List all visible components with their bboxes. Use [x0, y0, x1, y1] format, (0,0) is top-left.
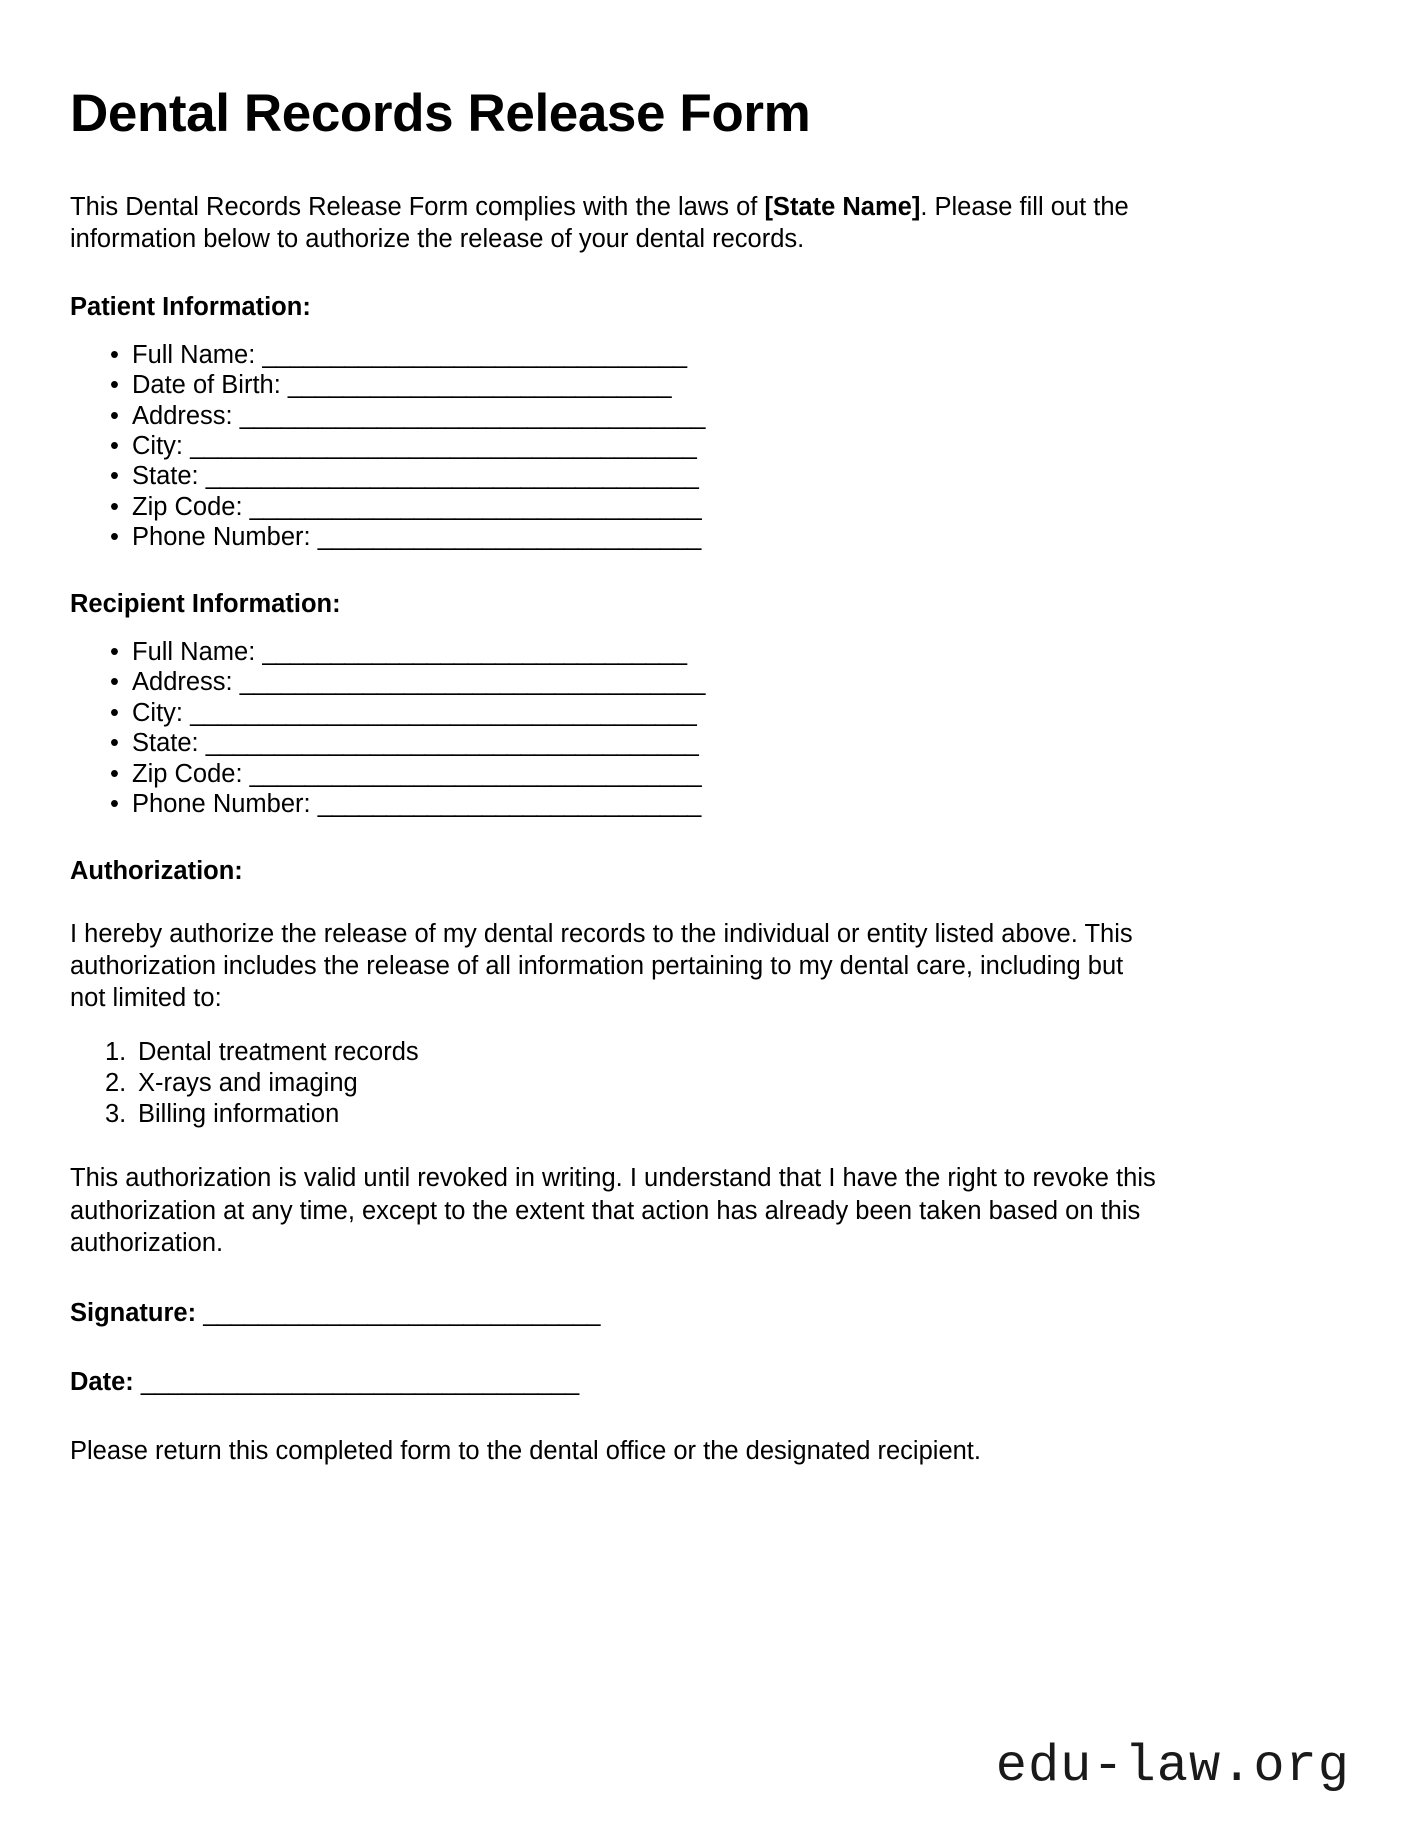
- list-item: [70, 1099, 1346, 1130]
- field-label: Full Name:: [132, 637, 256, 666]
- page-title: Dental Records Release Form: [70, 84, 811, 143]
- date-label: Date:: [70, 1368, 134, 1397]
- recipient-information-list: [70, 637, 1346, 820]
- bullet-icon: •: [110, 462, 119, 491]
- bullet-icon: •: [110, 371, 119, 400]
- field-blank-line[interactable]: _________________________________: [249, 759, 702, 788]
- field-blank-line[interactable]: ____________________________: [287, 371, 672, 400]
- signature-blank-line[interactable]: _____________________________: [203, 1299, 600, 1328]
- intro-text-after: . Please fill out the information below to authorize the release of your dental records.: [70, 193, 1129, 254]
- list-item: [70, 698, 1346, 728]
- recipient-information-heading: Recipient Information:: [70, 589, 341, 618]
- field-blank-line[interactable]: _______________________________: [262, 340, 687, 369]
- list-item: [70, 401, 1346, 431]
- authorization-paragraph-1: I hereby authorize the release of my dental records to the individual or entity listed above. This authorization includes the release of all information pertaining to my dental care, including but not limited to:: [70, 919, 1133, 1013]
- list-number: 2.: [105, 1068, 127, 1097]
- bullet-icon: •: [110, 698, 119, 727]
- list-item: [70, 637, 1346, 667]
- list-item: [70, 667, 1346, 697]
- field-blank-line[interactable]: _____________________________________: [190, 698, 697, 727]
- list-item: [70, 340, 1346, 370]
- intro-paragraph: [70, 191, 1155, 255]
- field-blank-line[interactable]: _____________________________________: [190, 432, 697, 461]
- signature-label: Signature:: [70, 1299, 197, 1328]
- field-label: State:: [132, 729, 199, 758]
- bullet-icon: •: [110, 668, 119, 697]
- signature-row: [70, 1299, 1346, 1328]
- field-label: City:: [132, 698, 183, 727]
- field-label: Date of Birth:: [132, 371, 281, 400]
- field-blank-line[interactable]: _________________________________: [249, 492, 702, 521]
- bullet-icon: •: [110, 637, 119, 666]
- bullet-icon: •: [110, 340, 119, 369]
- field-blank-line[interactable]: _______________________________: [262, 637, 687, 666]
- bullet-icon: •: [110, 432, 119, 461]
- authorization-heading: Authorization:: [70, 856, 243, 885]
- field-label: State:: [132, 462, 199, 491]
- bullet-icon: •: [110, 759, 119, 788]
- list-item: [70, 522, 1346, 552]
- field-label: City:: [132, 432, 183, 461]
- authorization-paragraph-2: This authorization is valid until revoked in writing. I understand that I have the right to revoke this authorization at any time, except to the extent that action has already been taken based on this authorization.: [70, 1164, 1156, 1257]
- field-label: Zip Code:: [132, 759, 243, 788]
- site-watermark: edu-law.org: [995, 1737, 1350, 1796]
- list-item: [70, 370, 1346, 400]
- bullet-icon: •: [110, 492, 119, 521]
- field-blank-line[interactable]: __________________________________: [239, 401, 705, 430]
- list-item: [70, 728, 1346, 758]
- list-item-label: Billing information: [138, 1100, 340, 1129]
- bullet-icon: •: [110, 729, 119, 758]
- list-item: [70, 431, 1346, 461]
- list-item: [70, 759, 1346, 789]
- list-number: 3.: [105, 1100, 127, 1129]
- list-item: [70, 461, 1346, 491]
- date-row: [70, 1368, 1346, 1397]
- list-item-label: X-rays and imaging: [138, 1068, 358, 1097]
- bullet-icon: •: [110, 523, 119, 552]
- list-item: [70, 789, 1346, 819]
- bullet-icon: •: [110, 401, 119, 430]
- field-blank-line[interactable]: __________________________________: [239, 668, 705, 697]
- field-label: Phone Number:: [132, 523, 311, 552]
- patient-information-heading: Patient Information:: [70, 292, 311, 321]
- field-label: Address:: [132, 401, 233, 430]
- field-blank-line[interactable]: ____________________________________: [205, 462, 699, 491]
- field-blank-line[interactable]: ____________________________: [317, 790, 701, 819]
- patient-information-list: [70, 340, 1346, 553]
- closing-paragraph: Please return this completed form to the dental office or the designated recipient.: [70, 1437, 981, 1466]
- state-name-placeholder: [State Name]: [764, 193, 921, 222]
- list-item: [70, 1037, 1346, 1068]
- field-label: Address:: [132, 668, 233, 697]
- authorization-items-list: [70, 1037, 1346, 1130]
- list-item-label: Dental treatment records: [138, 1037, 419, 1066]
- intro-text-before: This Dental Records Release Form complies with the laws of: [70, 193, 765, 222]
- date-blank-line[interactable]: ________________________________: [140, 1368, 579, 1397]
- field-blank-line[interactable]: ____________________________________: [205, 729, 699, 758]
- field-label: Full Name:: [132, 340, 256, 369]
- field-blank-line[interactable]: ____________________________: [317, 523, 701, 552]
- bullet-icon: •: [110, 790, 119, 819]
- list-item: [70, 1068, 1346, 1099]
- list-number: 1.: [105, 1037, 127, 1066]
- list-item: [70, 492, 1346, 522]
- field-label: Phone Number:: [132, 790, 311, 819]
- field-label: Zip Code:: [132, 492, 243, 521]
